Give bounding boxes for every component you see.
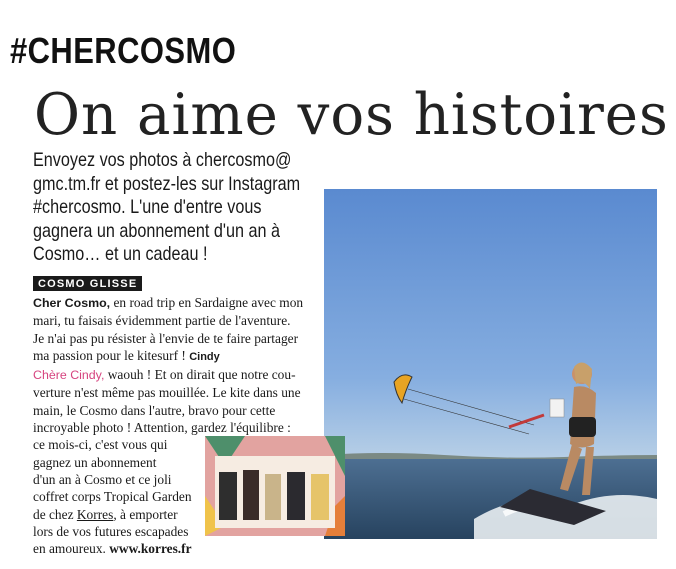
reply-text: waouh ! Et on dirait que notre cou- [104, 367, 296, 383]
product-bottle [243, 470, 259, 520]
product-bottle [219, 472, 237, 520]
letter-line: Je n'ai pas pu résister à l'envie de te faire partager [33, 330, 299, 346]
kitesurf-photo [324, 189, 657, 539]
intro-line: Envoyez vos photos à chercosmo@ [33, 149, 292, 171]
website-link[interactable]: www.korres.fr [109, 541, 192, 557]
rider-body [570, 386, 596, 447]
sky [324, 189, 657, 459]
letter-signature: Cindy [189, 350, 220, 363]
reply-line [33, 540, 343, 557]
reply-line: incroyable photo ! Attention, gardez l'équilibre : [33, 420, 291, 436]
product-bottle [265, 474, 281, 520]
letter-line [33, 294, 343, 312]
gift-box-illustration [205, 436, 345, 536]
product-bottle [311, 474, 329, 520]
reply-line: coffret corps Tropical Garden [33, 489, 192, 505]
kitesurf-illustration [324, 189, 657, 539]
reply-line: gagnez un abonnement [33, 454, 157, 470]
reply-line: main, le Cosmo dans l'autre, bravo pour cette [33, 402, 276, 418]
letter-salutation: Cher Cosmo, [33, 296, 111, 310]
headline: On aime vos histoires [34, 82, 669, 148]
letter-text: en road trip en Sardaigne avec mon [110, 295, 304, 310]
reply-line [33, 366, 343, 384]
reply-line: d'un an à Cosmo et ce joli [33, 471, 172, 487]
reply-text: , à emporter [113, 506, 178, 522]
intro-text [33, 149, 301, 267]
letter-text: ma passion pour le kitesurf ! [33, 347, 186, 363]
reply-line: lors de vos futures escapades [33, 523, 189, 539]
intro-line: gagnera un abonnement d'un an à [33, 219, 280, 242]
product-gift-box [205, 436, 345, 536]
letter-line [33, 347, 343, 366]
section-badge: COSMO GLISSE [33, 276, 142, 291]
reply-text: en amoureux. [33, 541, 110, 557]
letter-line: mari, tu faisais évidemment partie de l'aventure. [33, 313, 291, 329]
hashtag-title: #CHERCOSMO [10, 30, 237, 71]
reply-text: de chez [33, 506, 77, 522]
reply-line: ce mois-ci, c'est vous qui [33, 437, 168, 453]
intro-line: #chercosmo. L'une d'entre vous [33, 196, 262, 218]
intro-line: gmc.tm.fr et postez-les sur Instagram [33, 172, 301, 195]
brand-link[interactable]: Korres [76, 506, 114, 522]
reply-salutation: Chère Cindy, [33, 368, 105, 383]
harness [569, 417, 596, 437]
intro-line: Cosmo… et un cadeau ! [33, 243, 208, 265]
product-bottle [287, 472, 305, 520]
reply-line: verture n'est même pas mouillée. Le kite dans une [33, 385, 301, 401]
magazine [550, 399, 564, 417]
